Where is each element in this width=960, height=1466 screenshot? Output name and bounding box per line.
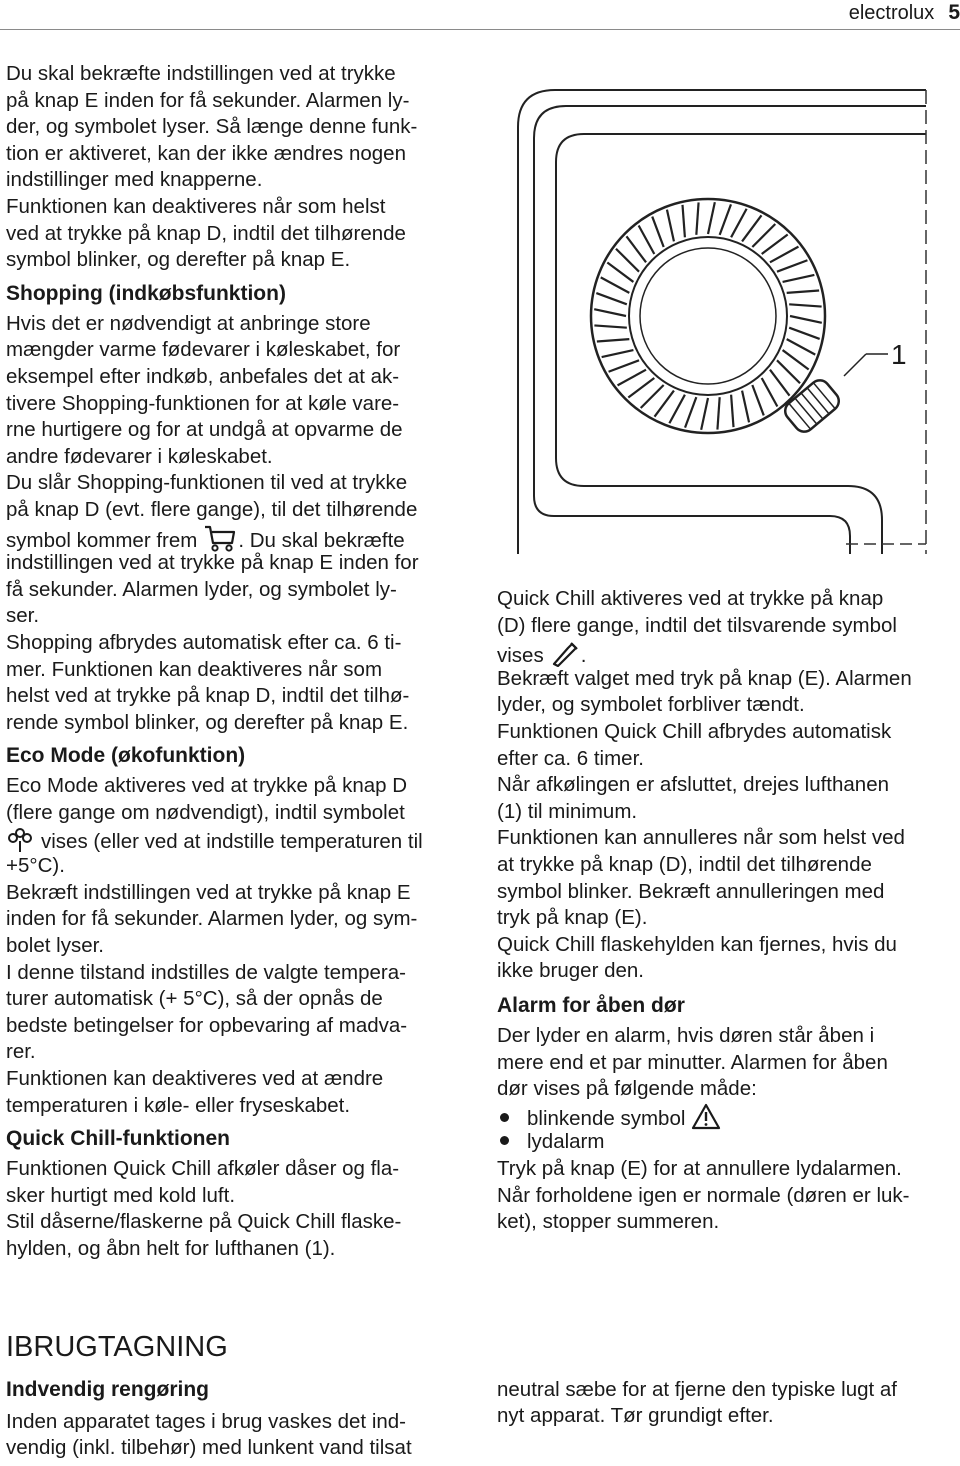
- line-text: Shopping afbrydes automatisk efter ca. 6 ti-: [6, 631, 402, 654]
- line-text: ket), stopper summeren.: [497, 1210, 720, 1234]
- line-text: hylden, og åbn helt for lufthanen (1).: [6, 1237, 336, 1260]
- grille-spoke: [717, 397, 719, 429]
- line-text: temperaturen i køle- eller fryseskabet.: [6, 1093, 351, 1117]
- line-text-after-icon: .: [580, 644, 587, 668]
- grille-spoke: [594, 325, 626, 327]
- text-line: [6, 1209, 401, 1235]
- grille-spoke: [685, 397, 696, 427]
- bullet-dot: [500, 1113, 509, 1122]
- grille-spoke: [652, 217, 663, 247]
- text-line: [6, 61, 396, 87]
- grille-spoke: [696, 202, 698, 234]
- grille-spoke: [789, 304, 821, 306]
- fan-grille-icon: [591, 199, 825, 433]
- line-text: vises: [497, 644, 544, 668]
- text-line: [6, 337, 400, 363]
- text-line: [497, 1076, 757, 1102]
- grille-spoke: [594, 309, 626, 316]
- text-line: [497, 1156, 902, 1182]
- grille-spoke: [667, 210, 674, 242]
- line-text: ser.: [6, 604, 40, 628]
- line-text: rer.: [6, 1040, 36, 1064]
- text-line: [6, 247, 350, 273]
- text-line: [6, 880, 411, 906]
- grille-spoke: [628, 378, 654, 398]
- grille-spoke: [639, 226, 655, 255]
- quick-chill-figure: [500, 84, 940, 554]
- text-line: [497, 719, 891, 745]
- grille-spoke: [641, 385, 664, 408]
- text-line: [6, 933, 104, 959]
- line-text: bolet lyser.: [6, 934, 104, 957]
- grille-spoke: [742, 215, 761, 241]
- bullet-item: [497, 1129, 604, 1155]
- text-line: nyt apparat. Tør grundigt efter.: [497, 1404, 774, 1427]
- text-line: [6, 194, 385, 220]
- grille-spoke: [609, 360, 639, 371]
- text-line: [6, 906, 417, 932]
- text-line: [497, 879, 884, 905]
- line-text: efter ca. 6 timer.: [497, 746, 644, 770]
- grille-spoke: [777, 260, 807, 271]
- line-text: blinkende symbol: [527, 1106, 686, 1130]
- text-line: [6, 221, 406, 247]
- bullet-item: [497, 1103, 722, 1129]
- line-text: indstillinger med knapperne.: [6, 168, 263, 192]
- line-text: Du slår Shopping-funktionen til ved at trykke: [6, 471, 408, 495]
- line-text: inden for få sekunder. Alarmen lyder, og sym-: [6, 907, 418, 931]
- line-text: andre fødevarer i køleskabet.: [6, 444, 273, 468]
- subheading-cleaning: Indvendig rengøring: [6, 1378, 209, 1401]
- line-text: Der lyder en alarm, hvis døren står åben i: [497, 1024, 875, 1047]
- text-line: [6, 710, 408, 736]
- text-line: [6, 1236, 335, 1262]
- text-line: [6, 524, 405, 550]
- text-line: [6, 311, 371, 337]
- line-text: (flere gange om nødvendigt), indtil symbolet: [6, 801, 405, 824]
- text-line: [497, 746, 644, 772]
- section-heading: [6, 281, 286, 307]
- text-line: [6, 114, 417, 140]
- text-line: [497, 958, 644, 984]
- grille-spoke: [682, 205, 684, 237]
- section-title: IBRUGTAGNING: [6, 1331, 228, 1363]
- text-line: [497, 1050, 888, 1076]
- text-line: [497, 825, 905, 851]
- line-text: Hvis det er nødvendigt at anbringe store: [6, 311, 371, 335]
- grille-spoke: [770, 247, 799, 263]
- grille-spoke: [783, 275, 815, 282]
- text-line: [6, 497, 417, 523]
- text-line: [6, 1183, 235, 1209]
- line-text: Alarm for åben dør: [497, 994, 685, 1017]
- line-text: Funktionen kan deaktiveres ved at ændre: [6, 1067, 384, 1090]
- text-line: vendig (inkl. tilbehør) med lunkent vand tilsat: [6, 1436, 412, 1459]
- line-text: rende symbol blinker, og derefter på knap E.: [6, 710, 409, 734]
- text-line: [6, 141, 406, 167]
- line-text: Når forholdene igen er normale (døren er luk-: [497, 1183, 910, 1207]
- line-text: ved at trykke på knap D, indtil det tilhørende: [6, 221, 406, 245]
- text-line: [6, 986, 383, 1012]
- grille-spoke: [618, 370, 647, 386]
- line-text: lyder, og symbolet forbliver tændt.: [497, 693, 805, 717]
- text-line: [6, 470, 407, 496]
- grille-spoke: [701, 398, 708, 430]
- line-text: tion er aktiveret, kan der ikke ændres nogen: [6, 141, 406, 165]
- grille-spoke: [731, 395, 733, 427]
- text-line: [497, 1183, 909, 1209]
- line-text: mængder varme fødevarer i køleskabet, for: [6, 338, 401, 362]
- text-line: [6, 1156, 399, 1182]
- grille-spoke: [790, 316, 822, 323]
- text-line: [6, 1066, 383, 1092]
- air-valve-icon: [781, 376, 843, 435]
- text-line: [6, 657, 382, 683]
- text-line: [497, 772, 889, 798]
- text-line: [6, 167, 262, 193]
- grille-spoke: [770, 370, 790, 396]
- grille-spoke: [602, 350, 634, 357]
- grille-spoke: [626, 236, 646, 262]
- line-text: Når afkølingen er afsluttet, drejes lufthanen: [497, 773, 889, 797]
- line-text: Quick Chill flaskehylden kan fjernes, hvis du: [497, 932, 897, 956]
- text-line: [6, 827, 423, 853]
- grille-spoke: [752, 385, 763, 415]
- grille-spoke: [655, 391, 674, 417]
- line-text: Funktionen Quick Chill afkøler dåser og fla-: [6, 1157, 400, 1181]
- line-text: ikke bruger den.: [497, 959, 645, 983]
- line-text: indstillingen ved at trykke på knap E inden for: [6, 551, 419, 575]
- line-text: symbol blinker. Bekræft annulleringen med: [497, 879, 885, 903]
- text-line: [6, 630, 401, 656]
- line-text: bedste betingelser for opbevaring af madva-: [6, 1013, 408, 1037]
- line-text: eksempel efter indkøb, anbefales det at ak-: [6, 365, 400, 388]
- line-text: rne hurtigere og for at undgå at opvarme de: [6, 418, 403, 442]
- line-text: få sekunder. Alarmen lyder, og symbolet ly-: [6, 577, 397, 601]
- text-line: [497, 666, 912, 692]
- line-text: dør vises på følgende måde:: [497, 1077, 757, 1101]
- line-text: vises (eller ved at indstille temperaturen til: [41, 829, 423, 853]
- text-line: [497, 932, 897, 958]
- line-text: der, og symbolet lyser. Så længe denne funk-: [6, 115, 418, 139]
- line-text: sker hurtigt med kold luft.: [6, 1183, 236, 1207]
- line-text: Du skal bekræfte indstillingen ved at trykke: [6, 62, 396, 85]
- text-line: [6, 773, 407, 799]
- text-line: [6, 417, 403, 443]
- text-line: [6, 960, 406, 986]
- line-text: Eco Mode aktiveres ved at trykke på knap D: [6, 774, 408, 798]
- text-line: [6, 800, 405, 826]
- line-text: at trykke på knap (D), indtil det tilhørende: [497, 853, 872, 876]
- line-text: mere end et par minutter. Alarmen for åben: [497, 1050, 888, 1074]
- grille-spoke: [787, 339, 816, 355]
- line-text: I denne tilstand indstilles de valgte tempera-: [6, 960, 406, 984]
- page-number: 5: [948, 1, 960, 24]
- page-header: [849, 2, 960, 24]
- text-line: [497, 1023, 874, 1049]
- warning-triangle-icon: [691, 1103, 721, 1137]
- line-text: mer. Funktionen kan deaktiveres når som: [6, 657, 383, 681]
- text-line: [497, 639, 587, 668]
- section-heading: [6, 743, 245, 769]
- line-text-after-icon: . Du skal bekræfte: [238, 528, 405, 552]
- line-text: tivere Shopping-funktionen for at køle vare-: [6, 391, 400, 415]
- grille-spoke: [742, 391, 749, 423]
- text-line: [6, 577, 397, 603]
- text-line: [6, 603, 39, 629]
- line-text: på knap D (evt. flere gange), til det tilhørende: [6, 498, 418, 521]
- grille-spoke: [597, 339, 629, 341]
- header-rule: [0, 29, 960, 30]
- line-text: tryk på knap (E).: [497, 906, 648, 930]
- line-text: (D) flere gange, indtil det tilsvarende symbol: [497, 613, 897, 637]
- grille-spoke: [783, 350, 809, 369]
- brand-name: electrolux: [848, 2, 935, 24]
- grille-spoke: [616, 249, 639, 272]
- text-line: [6, 364, 399, 390]
- line-text: Funktionen kan annulleres når som helst ved: [497, 826, 905, 850]
- line-text: Bekræft valget med tryk på knap (E). Alarmen: [497, 666, 912, 690]
- bullet-dot: [500, 1136, 509, 1145]
- text-line: [6, 1093, 350, 1119]
- grille-spoke: [789, 328, 819, 339]
- section-heading: [6, 1126, 230, 1152]
- text-line: [6, 683, 409, 709]
- grille-spoke: [762, 234, 788, 254]
- grille-spoke: [596, 293, 626, 304]
- line-text: lydalarm: [527, 1130, 605, 1154]
- grille-spoke: [708, 202, 715, 234]
- text-line: [497, 613, 897, 639]
- line-text: turer automatisk (+ 5°C), så der opnås de: [6, 987, 383, 1011]
- line-text: Funktionen Quick Chill afbrydes automatisk: [497, 720, 892, 743]
- line-text: Shopping (indkøbsfunktion): [6, 281, 286, 305]
- text-line: Inden apparatet tages i brug vaskes det ind-: [6, 1410, 407, 1433]
- text-line: [6, 88, 409, 114]
- grille-spoke: [752, 224, 775, 247]
- text-line: [497, 852, 872, 878]
- grille-spoke: [720, 204, 731, 234]
- grille-spoke: [762, 378, 778, 407]
- line-text: Stil dåserne/flaskerne på Quick Chill flaske-: [6, 1210, 402, 1234]
- text-line: [497, 692, 805, 718]
- text-line: [6, 391, 399, 417]
- line-text: Funktionen kan deaktiveres når som helst: [6, 195, 386, 218]
- text-line: [6, 444, 273, 470]
- figure-label: 1: [891, 339, 907, 370]
- text-line: [497, 905, 647, 931]
- grille-spoke: [787, 290, 819, 292]
- line-text: (1) til minimum.: [497, 799, 638, 823]
- grille-spoke: [601, 277, 630, 293]
- line-text: +5°C).: [6, 854, 65, 878]
- grille-spoke: [669, 395, 685, 424]
- line-text: symbol blinker, og derefter på knap E.: [6, 248, 351, 272]
- grille-spoke: [731, 209, 747, 238]
- text-line: [6, 853, 65, 879]
- line-text: Tryk på knap (E) for at annullere lydalarmen.: [497, 1157, 902, 1180]
- text-line: [6, 1013, 407, 1039]
- text-line: [6, 1039, 36, 1065]
- grille-spoke: [607, 263, 633, 282]
- text-line: [497, 586, 883, 612]
- text-line: neutral sæbe for at fjerne den typiske lugt af: [497, 1378, 897, 1401]
- line-text: Bekræft indstillingen ved at trykke på knap E: [6, 880, 411, 904]
- grille-spoke: [777, 360, 800, 383]
- line-text: helst ved at trykke på knap D, indtil det tilhø-: [6, 684, 410, 708]
- text-line: [497, 1209, 719, 1235]
- line-text: på knap E inden for få sekunder. Alarmen ly-: [6, 88, 410, 112]
- text-line: [6, 550, 419, 576]
- line-text: Quick Chill-funktionen: [6, 1127, 230, 1151]
- section-heading: [497, 993, 685, 1019]
- text-line: [497, 799, 637, 825]
- line-text: Quick Chill aktiveres ved at trykke på knap: [497, 587, 884, 610]
- line-text: symbol kommer frem: [6, 528, 198, 552]
- line-text: Eco Mode (økofunktion): [6, 744, 246, 768]
